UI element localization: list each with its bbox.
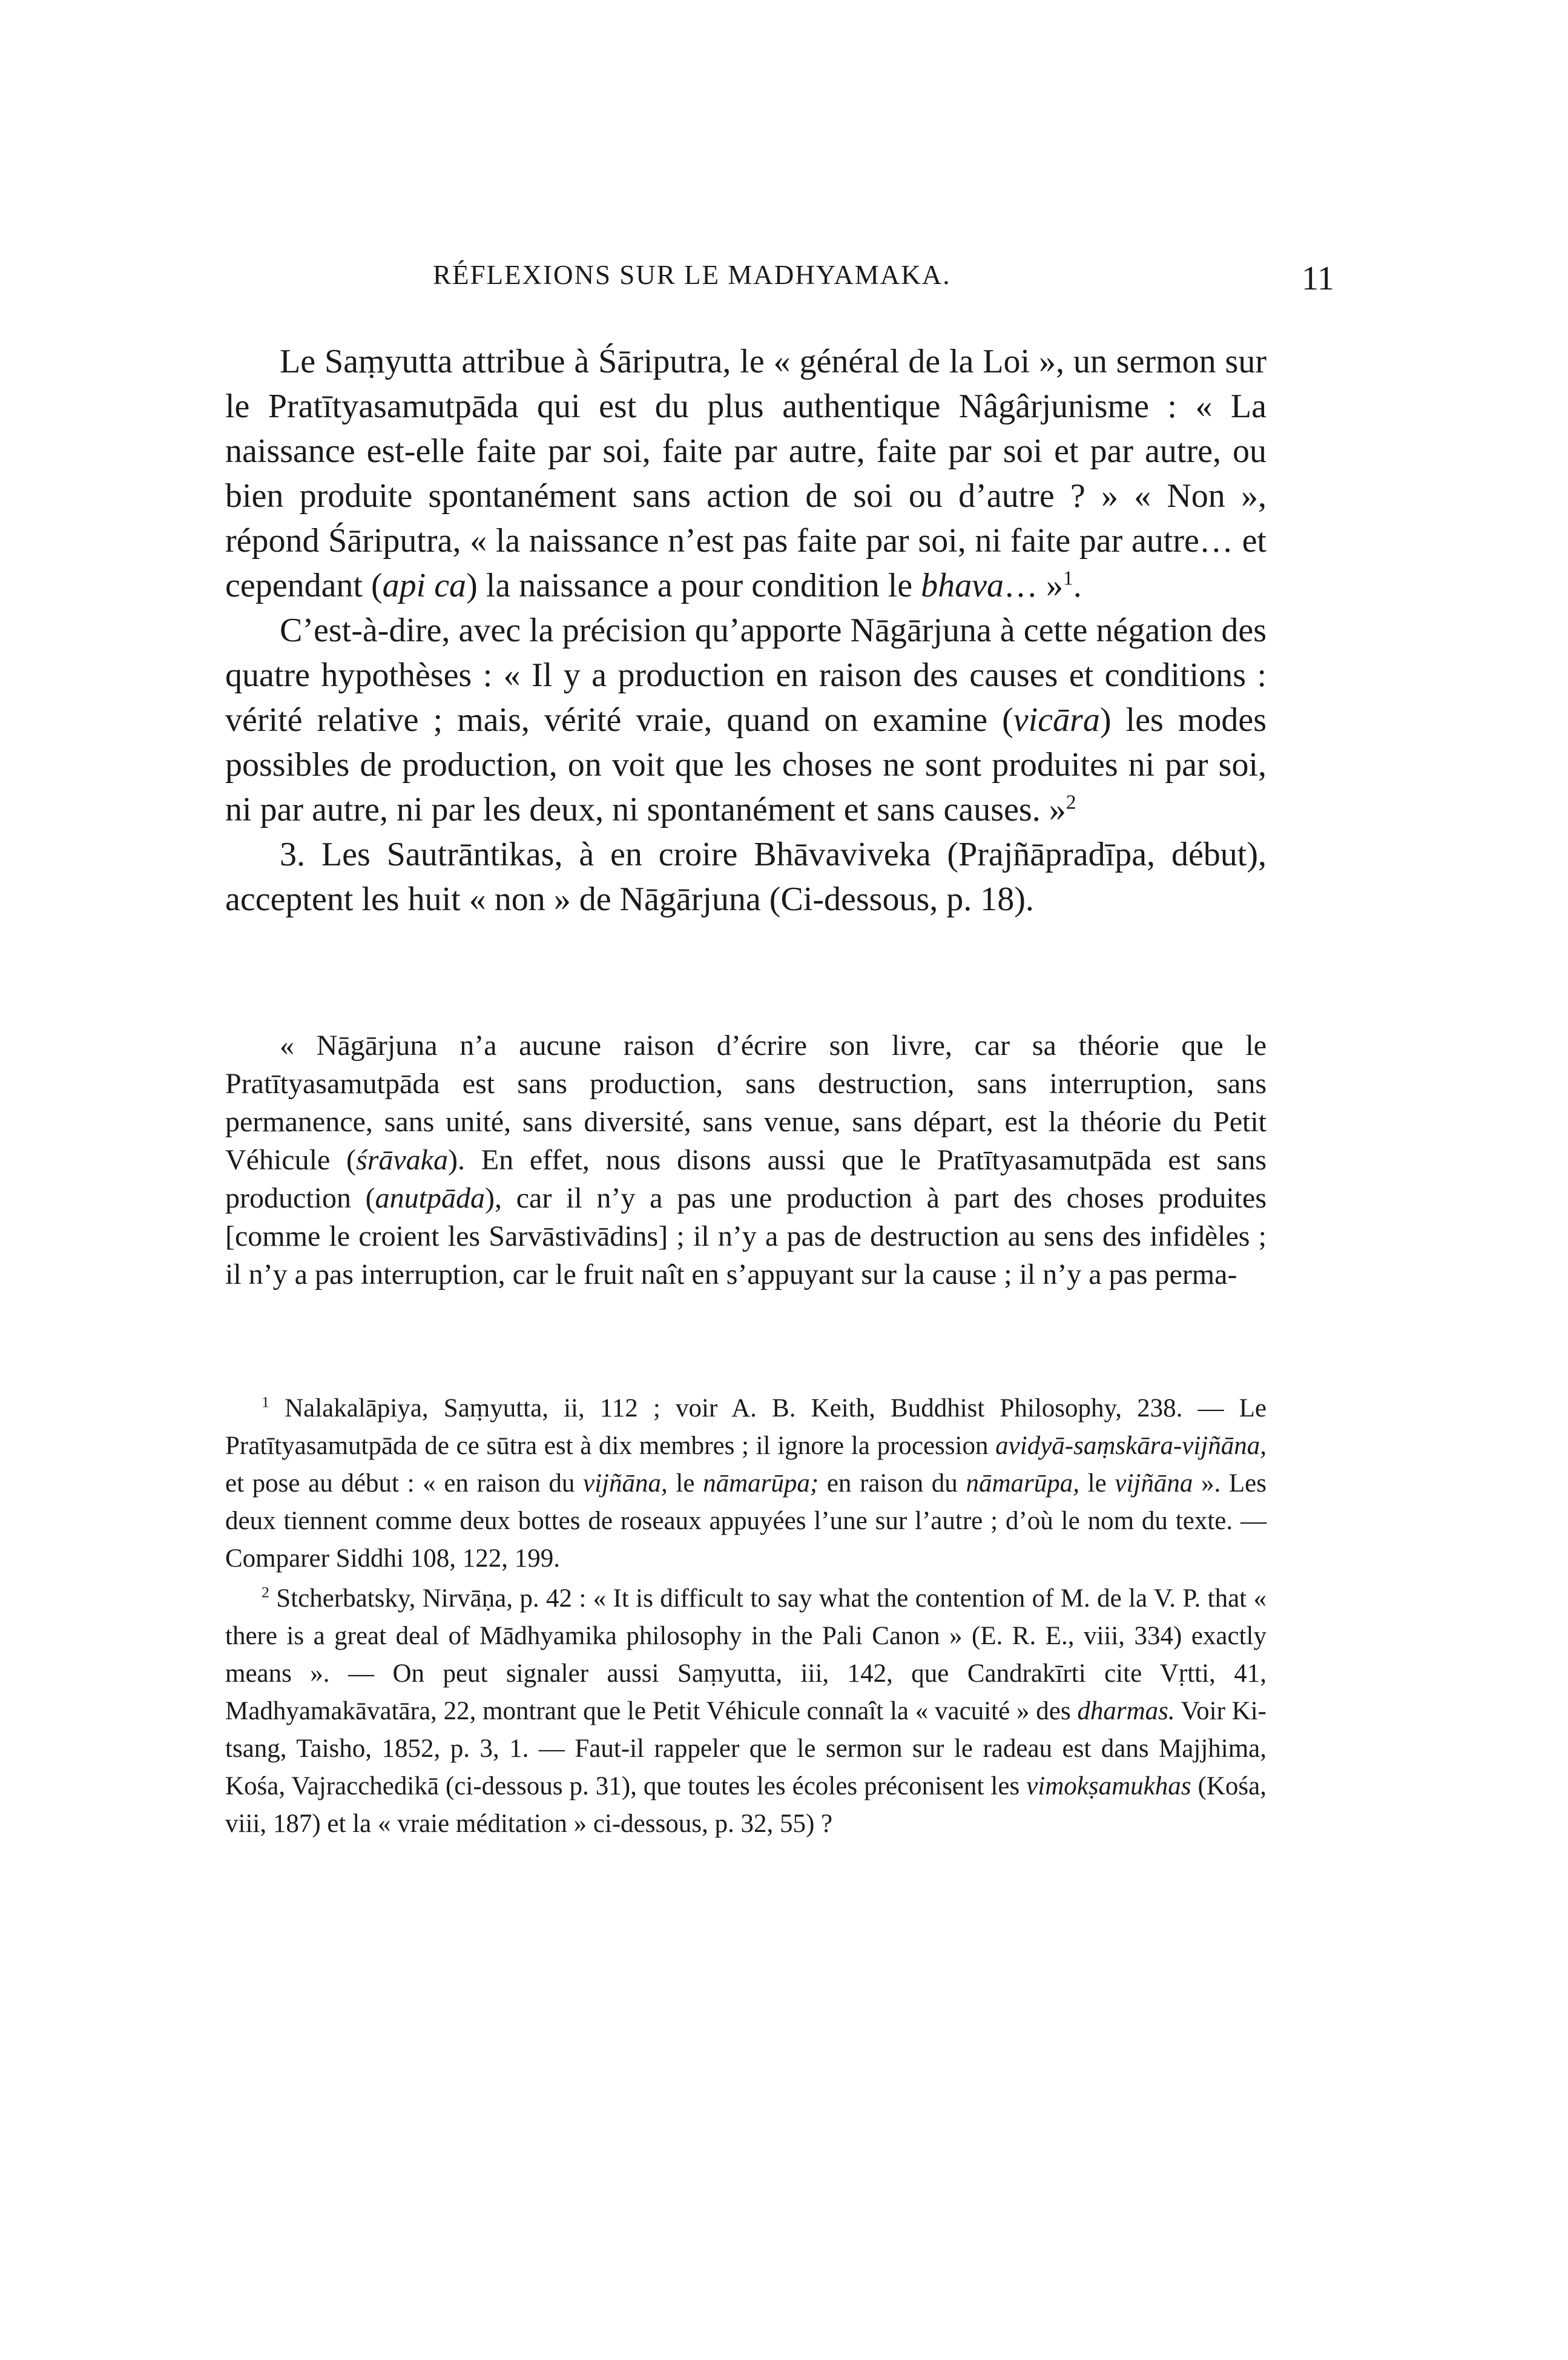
italic-term: dharmas. (1077, 1697, 1175, 1725)
italic-term: śrāvaka (356, 1144, 448, 1176)
text-run: le (667, 1469, 703, 1498)
italic-term: avidyā-saṃskāra-vijñāna, (995, 1432, 1267, 1460)
footnote-ref-1: 1 (1063, 567, 1073, 590)
text-run: C’est-à-dire, avec la précision qu’apporte Nāgārjuna à cette négation des quatre hypothèses : « Il y a production en raison des causes et conditions : vérité relative ; mais, vérité vraie, quand on examine ( (225, 612, 1267, 739)
text-run: le (1079, 1469, 1115, 1498)
quote-paragraph (225, 1026, 1267, 1294)
text-run: ), car il n’y a pas une production à part des choses produites [comme le croient les Sarvāstivādins] ; il n’y a pas de destruction au sens des infidèles ; il n’y a pas interruption, car le fruit naît en s’appuyant sur la cause ; il n’y a pas perma- (225, 1182, 1267, 1291)
italic-term: vijñāna, (582, 1469, 668, 1498)
italic-term: vimokṣamukhas (1026, 1772, 1191, 1800)
text-run: ) la naissance a pour condition le (466, 567, 921, 604)
italic-term: bhava (921, 567, 1004, 604)
italic-term: vijñāna (1115, 1469, 1193, 1498)
footnote-2 (225, 1580, 1267, 1843)
footnote-mark: 2 (262, 1583, 269, 1601)
text-run: Le Saṃyutta attribue à Śāriputra, le « général de la Loi », un sermon sur le Pratītyasamutpāda qui est du plus authentique Nâgârjunisme : « La naissance est-elle faite par soi, faite par autre, faite par soi et par autre, ou bien produite spontanément sans action de soi ou d’autre ? » « Non », répond Śāriputra, « la naissance n’est pas faite par soi, ni faite par autre… et cependant ( (225, 343, 1267, 604)
italic-term: nāmarūpa, (966, 1469, 1080, 1498)
text-run: ». Les deux tiennent comme deux bottes de roseaux appuyées l’une sur l’autre ; d’où le nom du texte. — Comparer Siddhi 108, 122, 199. (225, 1469, 1267, 1573)
paragraph-2 (225, 608, 1267, 832)
text-run: Stcherbatsky, Nirvāṇa, p. 42 : « It is difficult to say what the contention of M. de la V. P. that « there is a great deal of Mādhyamika philosophy in the Pali Canon » (E. R. E., viii, 334) exactly means ». — On peut signaler aussi Saṃyutta, iii, 142, que Candrakīrti cite Vṛtti, 41, Madhyamakāvatāra, 22, montrant que le Petit Véhicule connaît la « vacuité » des (225, 1584, 1267, 1725)
text-run: et pose au début : « en raison du (225, 1469, 583, 1498)
italic-term: vicāra (1013, 701, 1100, 739)
paragraph-3: 3. Les Sautrāntikas, à en croire Bhāvaviveka (Prajñāpradīpa, début), acceptent les huit « non » de Nāgārjuna (Ci-dessous, p. 18). (225, 836, 1267, 918)
footnote-1 (225, 1390, 1267, 1578)
footnotes (225, 1390, 1267, 1845)
footnote-mark: 1 (262, 1393, 269, 1411)
italic-term: anutpāda (375, 1182, 486, 1214)
text-run: . (1073, 567, 1082, 604)
running-title: RÉFLEXIONS SUR LE MADHYAMAKA. (433, 260, 951, 290)
italic-term: api ca (382, 567, 467, 604)
text-run: « Nāgārjuna n’a aucune raison d’écrire son livre, car sa théorie que le Pratītyasamutpāda est sans production, sans destruction, sans interruption, sans permanence, sans unité, sans diversité, sans venue, sans départ, est la théorie du Petit Véhicule ( (225, 1030, 1267, 1176)
text-run: Voir Ki-tsang, Taisho, 1852, p. 3, 1. — Faut-il rappeler que le sermon sur le radeau est dans Majjhima, Kośa, Vajracchedikā (ci-dessous p. 31), que toutes les écoles préconisent les (225, 1697, 1267, 1800)
footnote-ref-2: 2 (1066, 791, 1076, 814)
paragraph-1 (225, 339, 1267, 608)
text-run: ) les modes possibles de production, on voit que les choses ne sont produites ni par soi, ni par autre, ni par les deux, ni spontanément et sans causes. » (225, 701, 1267, 828)
main-text (225, 339, 1267, 922)
text-run: ). En effet, nous disons aussi que le Pratītyasamutpāda est sans production ( (225, 1144, 1267, 1214)
text-run: Nalakalāpiya, Saṃyutta, ii, 112 ; voir A. B. Keith, Buddhist Philosophy, 238. — Le Pratītyasamutpāda de ce sūtra est à dix membres ; il ignore la procession (225, 1394, 1267, 1460)
page-number: 11 (1302, 260, 1334, 297)
italic-term: nāmarūpa; (703, 1469, 819, 1498)
block-quote (225, 1026, 1267, 1294)
text-run: en raison du (819, 1469, 966, 1498)
text-run: (Kośa, viii, 187) et la « vraie méditation » ci-dessous, p. 32, 55) ? (225, 1772, 1267, 1838)
text-run: … » (1004, 567, 1063, 604)
